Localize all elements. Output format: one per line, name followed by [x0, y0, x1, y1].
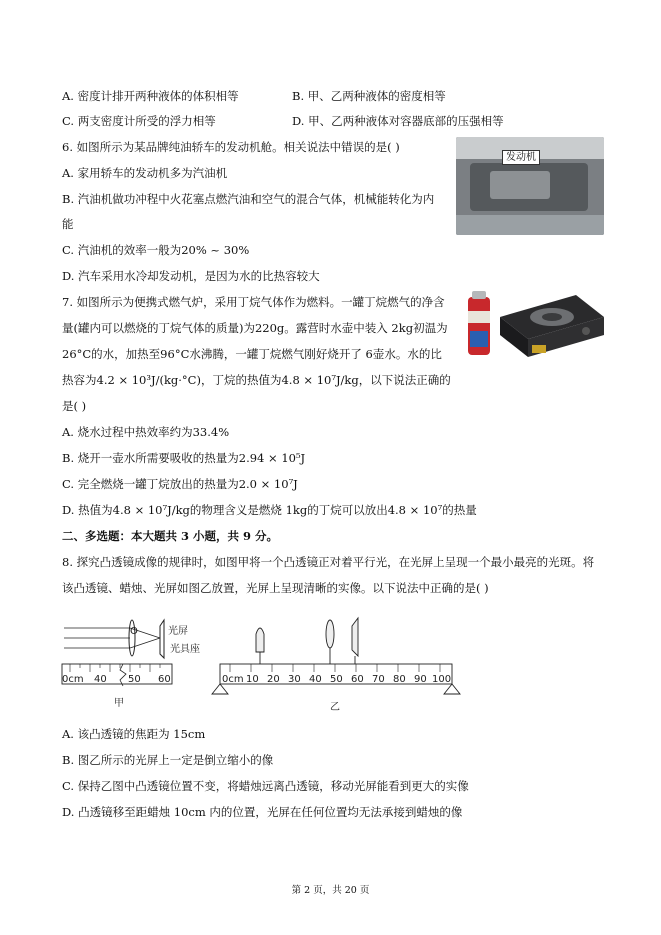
figure-jia-lens-focus [60, 614, 210, 712]
q6-option-b-line1: B. 汽油机做功冲程中火花塞点燃汽油和空气的混合气体，机械能转化为内 [62, 192, 435, 206]
fig-yi-caption: 乙 [330, 702, 340, 712]
q6-option-a: A. 家用轿车的发动机多为汽油机 [62, 166, 228, 180]
q7-stem-line5: 是( ) [62, 399, 87, 413]
q5-option-d: D. 甲、乙两种液体对容器底部的压强相等 [292, 114, 504, 128]
fig-jia-caption: 甲 [114, 698, 124, 709]
q7-option-a: A. 烧水过程中热效率约为33.4% [62, 425, 230, 439]
fig-jia-tick-40: 40 [94, 674, 107, 685]
q8-stem-line2: 该凸透镜、蜡烛、光屏如图乙放置，光屏上呈现清晰的实像。以下说法中正确的是( ) [62, 581, 489, 595]
section-heading-multiple-choice: 二、多选题：本大题共 3 小题，共 9 分。 [62, 529, 279, 543]
fig-jia-lens-label: O [130, 626, 138, 637]
q7-stem-line1: 7. 如图所示为便携式燃气炉，采用丁烷气体作为燃料。一罐丁烷燃气的净含 [62, 295, 445, 309]
portable-gas-stove-photo [466, 287, 606, 365]
fig-yi-tick-80: 80 [393, 674, 406, 685]
q7-stem-line4: 热容为4.2 × 10³J/(kg·°C)，丁烷的热值为4.8 × 10⁷J/kg，以下说法正确的 [62, 373, 451, 387]
q7-stem-line2: 量(罐内可以燃烧的丁烷气体的质量)为220g。露营时水壶中装入 2kg初温为 [62, 321, 448, 335]
fig-yi-tick-50: 50 [330, 674, 343, 685]
q8-stem-line1: 8. 探究凸透镜成像的规律时，如图甲将一个凸透镜正对着平行光，在光屏上呈现一个最小最亮的光斑。将 [62, 555, 595, 569]
fig-yi-tick-100: 100 [432, 674, 452, 685]
q8-option-b: B. 图乙所示的光屏上一定是倒立缩小的像 [62, 753, 274, 767]
q7-option-d: D. 热值为4.8 × 10⁷J/kg的物理含义是燃烧 1kg的丁烷可以放出4.8 × 10⁷的热量 [62, 503, 477, 517]
q8-option-d: D. 凸透镜移至距蜡烛 10cm 内的位置，光屏在任何位置均无法承接到蜡烛的像 [62, 805, 463, 819]
page-footer: 第 2 页，共 20 页 [291, 885, 370, 896]
figure-yi-optical-bench [206, 614, 466, 712]
engine-bay-photo [456, 137, 604, 235]
q6-option-b-line2: 能 [62, 217, 74, 231]
q5-option-a: A. 密度计排开两种液体的体积相等 [62, 89, 239, 103]
fig-jia-tick-60: 60 [158, 674, 171, 685]
q7-option-c: C. 完全燃烧一罐丁烷放出的热量为2.0 × 10⁷J [62, 477, 298, 491]
fig-yi-tick-70: 70 [372, 674, 385, 685]
fig-yi-tick-30: 30 [288, 674, 301, 685]
fig-yi-tick-0cm: 0cm [222, 674, 244, 685]
fig-yi-tick-10: 10 [246, 674, 259, 685]
fig-yi-tick-90: 90 [414, 674, 427, 685]
engine-photo-label: 发动机 [502, 150, 540, 165]
q8-option-c: C. 保持乙图中凸透镜位置不变，将蜡烛远离凸透镜，移动光屏能看到更大的实像 [62, 779, 469, 793]
q6-stem: 6. 如图所示为某品牌纯油轿车的发动机舱。相关说法中错误的是( ) [62, 140, 400, 154]
fig-jia-screen-label: 光屏 [168, 626, 188, 637]
fig-jia-tick-50: 50 [128, 674, 141, 685]
q7-stem-line3: 26°C的水，加热至96°C水沸腾，一罐丁烷燃气刚好烧开了 6壶水。水的比 [62, 347, 442, 361]
q6-option-c: C. 汽油机的效率一般为20% ~ 30% [62, 243, 250, 257]
q5-option-b: B. 甲、乙两种液体的密度相等 [292, 89, 446, 103]
q8-option-a: A. 该凸透镜的焦距为 15cm [62, 727, 206, 741]
q7-option-b: B. 烧开一壶水所需要吸收的热量为2.94 × 10⁵J [62, 451, 306, 465]
fig-yi-tick-60: 60 [351, 674, 364, 685]
fig-yi-tick-40: 40 [309, 674, 322, 685]
q6-option-d: D. 汽车采用水冷却发动机，是因为水的比热容较大 [62, 269, 320, 283]
fig-yi-tick-20: 20 [267, 674, 280, 685]
fig-jia-tick-0cm: 0cm [62, 674, 84, 685]
q5-option-c: C. 两支密度计所受的浮力相等 [62, 114, 216, 128]
fig-jia-bench-label: 光具座 [170, 644, 200, 655]
